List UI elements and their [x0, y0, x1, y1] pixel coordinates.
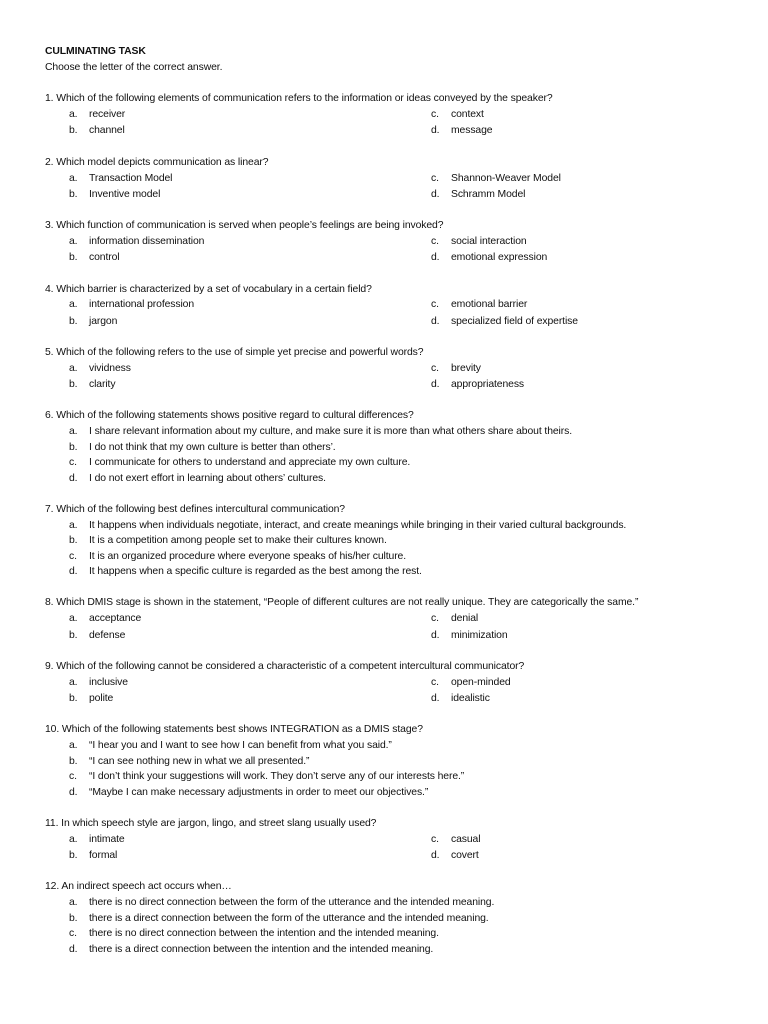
choice-letter: c. — [431, 109, 439, 121]
question-9 — [45, 659, 745, 707]
choice-letter: b. — [69, 849, 78, 861]
answer-choices — [45, 361, 745, 393]
question-list — [45, 91, 745, 957]
choice-letter: b. — [69, 125, 78, 137]
choice-text: social interaction — [451, 236, 527, 248]
choice-text: “I hear you and I want to see how I can benefit from what you said.” — [89, 740, 392, 752]
answer-choice — [407, 377, 707, 393]
choice-text: covert — [451, 849, 479, 861]
choice-letter: c. — [431, 299, 439, 311]
choice-letter: c. — [431, 613, 439, 625]
answer-choice — [407, 250, 707, 266]
choice-letter: d. — [431, 379, 440, 391]
answer-choice — [45, 691, 407, 707]
choice-letter: d. — [431, 125, 440, 137]
answer-choice — [45, 895, 745, 911]
question-text: 11. In which speech style are jargon, lingo, and street slang usually used? — [45, 817, 377, 829]
answer-choice — [407, 848, 707, 864]
choice-letter: d. — [431, 188, 440, 200]
choice-text: there is no direct connection between the intention and the intended meaning. — [89, 928, 439, 940]
choice-text: polite — [89, 693, 114, 705]
answer-choice — [45, 377, 407, 393]
answer-choice — [45, 234, 407, 250]
choice-text: inclusive — [89, 676, 128, 688]
choice-letter: c. — [431, 833, 439, 845]
choice-text: emotional barrier — [451, 299, 528, 311]
choice-letter: a. — [69, 426, 78, 438]
choice-letter: a. — [69, 519, 78, 531]
choice-letter: a. — [69, 299, 78, 311]
choice-letter: d. — [69, 943, 78, 955]
choice-letter: c. — [69, 771, 77, 783]
answer-choice — [407, 123, 707, 139]
choice-text: acceptance — [89, 613, 142, 625]
choice-letter: a. — [69, 833, 78, 845]
instructions: Choose the letter of the correct answer. — [45, 61, 223, 73]
choice-letter: a. — [69, 676, 78, 688]
answer-choice — [45, 926, 745, 942]
choice-letter: a. — [69, 613, 78, 625]
question-11 — [45, 816, 745, 864]
choice-text: jargon — [89, 315, 118, 327]
answer-choice — [45, 187, 407, 203]
answer-choice — [45, 738, 745, 754]
document-title: CULMINATING TASK — [45, 46, 146, 57]
choice-text: Shannon-Weaver Model — [451, 172, 561, 184]
choice-text: Schramm Model — [451, 188, 526, 200]
choice-text: “I don’t think your suggestions will work. They don’t serve any of our interests here.” — [89, 771, 465, 783]
question-10 — [45, 722, 745, 800]
question-text: 4. Which barrier is characterized by a set of vocabulary in a certain field? — [45, 283, 372, 295]
answer-choice — [407, 675, 707, 691]
choice-text: context — [451, 109, 484, 121]
question-text: 3. Which function of communication is served when people’s feelings are being invoked? — [45, 220, 444, 232]
choice-text: message — [451, 125, 493, 137]
answer-choices — [45, 611, 745, 643]
choice-letter: d. — [431, 693, 440, 705]
answer-choice — [407, 187, 707, 203]
choice-letter: d. — [431, 315, 440, 327]
question-text: 12. An indirect speech act occurs when… — [45, 881, 232, 893]
answer-choice — [45, 455, 745, 471]
choice-letter: a. — [69, 109, 78, 121]
question-text: 6. Which of the following statements shows positive regard to cultural differences? — [45, 410, 414, 422]
choice-text: Transaction Model — [89, 172, 173, 184]
answer-choice — [407, 691, 707, 707]
choice-letter: d. — [431, 252, 440, 264]
question-1 — [45, 91, 745, 139]
choice-text: clarity — [89, 379, 116, 391]
choice-text: international profession — [89, 299, 195, 311]
choice-text: casual — [451, 833, 481, 845]
choice-letter: c. — [431, 172, 439, 184]
question-text: 2. Which model depicts communication as linear? — [45, 156, 269, 168]
question-text: 9. Which of the following cannot be considered a characteristic of a competent intercultural communicator? — [45, 660, 525, 672]
choice-text: Inventive model — [89, 188, 161, 200]
answer-choices — [45, 107, 745, 139]
choice-text: minimization — [451, 629, 508, 641]
answer-choice — [45, 675, 407, 691]
answer-choice — [45, 123, 407, 139]
choice-letter: a. — [69, 362, 78, 374]
answer-choice — [45, 549, 745, 565]
question-3 — [45, 218, 745, 266]
answer-choice — [45, 297, 407, 313]
choice-letter: b. — [69, 629, 78, 641]
choice-text: I share relevant information about my culture, and make sure it is more than what others share about theirs. — [89, 426, 573, 438]
choice-letter: b. — [69, 912, 78, 924]
question-text: 7. Which of the following best defines intercultural communication? — [45, 503, 345, 515]
choice-text: denial — [451, 613, 479, 625]
choice-text: there is a direct connection between the intention and the intended meaning. — [89, 943, 434, 955]
choice-letter: d. — [431, 629, 440, 641]
choice-text: I do not think that my own culture is better than others’. — [89, 441, 336, 453]
choice-letter: d. — [69, 472, 78, 484]
answer-choice — [45, 471, 745, 487]
choice-letter: c. — [69, 550, 77, 562]
answer-choice — [45, 785, 745, 801]
answer-choice — [407, 297, 707, 313]
answer-choice — [45, 832, 407, 848]
choice-text: specialized field of expertise — [451, 315, 578, 327]
choice-text: brevity — [451, 362, 481, 374]
choice-letter: c. — [69, 457, 77, 469]
choice-text: “I can see nothing new in what we all presented.” — [89, 755, 310, 767]
choice-text: there is no direct connection between the form of the utterance and the intended meaning. — [89, 896, 495, 908]
answer-choice — [407, 313, 707, 329]
choice-letter: b. — [69, 755, 78, 767]
answer-choice — [45, 313, 407, 329]
answer-choice — [407, 234, 707, 250]
choice-text: control — [89, 252, 120, 264]
answer-choice — [45, 533, 745, 549]
answer-choice — [45, 848, 407, 864]
question-2 — [45, 155, 745, 203]
choice-text: vividness — [89, 362, 131, 374]
answer-choices — [45, 424, 745, 486]
worksheet-page — [45, 44, 745, 973]
choice-letter: a. — [69, 896, 78, 908]
choice-letter: b. — [69, 379, 78, 391]
choice-text: formal — [89, 849, 118, 861]
choice-letter: c. — [431, 362, 439, 374]
question-text: 10. Which of the following statements best shows INTEGRATION as a DMIS stage? — [45, 724, 423, 736]
answer-choice — [45, 769, 745, 785]
question-12 — [45, 879, 745, 957]
choice-text: It happens when individuals negotiate, interact, and create meanings while bringing in their varied cultural backgrounds. — [89, 519, 627, 531]
choice-text: It is a competition among people set to make their cultures known. — [89, 535, 387, 547]
choice-text: information dissemination — [89, 236, 205, 248]
question-7 — [45, 502, 745, 580]
answer-choice — [45, 627, 407, 643]
choice-text: emotional expression — [451, 252, 548, 264]
choice-letter: a. — [69, 172, 78, 184]
answer-choice — [45, 250, 407, 266]
choice-text: I do not exert effort in learning about others’ cultures. — [89, 472, 326, 484]
choice-letter: b. — [69, 188, 78, 200]
choice-text: receiver — [89, 109, 126, 121]
answer-choice — [45, 754, 745, 770]
answer-choice — [45, 107, 407, 123]
choice-text: defense — [89, 629, 126, 641]
answer-choice — [407, 107, 707, 123]
choice-text: intimate — [89, 833, 125, 845]
choice-text: It happens when a specific culture is regarded as the best among the rest. — [89, 566, 422, 578]
choice-letter: c. — [69, 928, 77, 940]
answer-choice — [45, 440, 745, 456]
answer-choices — [45, 675, 745, 707]
answer-choice — [407, 611, 707, 627]
answer-choices — [45, 738, 745, 800]
answer-choices — [45, 895, 745, 957]
choice-letter: b. — [69, 693, 78, 705]
choice-letter: b. — [69, 252, 78, 264]
question-5 — [45, 345, 745, 393]
choice-letter: d. — [431, 849, 440, 861]
answer-choice — [45, 942, 745, 958]
choice-text: there is a direct connection between the form of the utterance and the intended meaning. — [89, 912, 489, 924]
choice-letter: c. — [431, 676, 439, 688]
answer-choice — [407, 627, 707, 643]
answer-choice — [45, 170, 407, 186]
choice-text: open-minded — [451, 676, 511, 688]
question-text: 8. Which DMIS stage is shown in the statement, “People of different cultures are not really unique. They are categorically the same.” — [45, 597, 639, 609]
question-6 — [45, 408, 745, 486]
answer-choice — [45, 361, 407, 377]
answer-choices — [45, 234, 745, 266]
choice-letter: b. — [69, 535, 78, 547]
answer-choice — [45, 518, 745, 534]
answer-choice — [45, 424, 745, 440]
choice-text: I communicate for others to understand and appreciate my own culture. — [89, 457, 411, 469]
answer-choice — [45, 911, 745, 927]
answer-choices — [45, 170, 745, 202]
choice-letter: c. — [431, 236, 439, 248]
question-4 — [45, 282, 745, 330]
answer-choice — [407, 170, 707, 186]
choice-letter: d. — [69, 786, 78, 798]
choice-letter: d. — [69, 566, 78, 578]
question-text: 1. Which of the following elements of communication refers to the information or ideas conveyed by the speaker? — [45, 93, 553, 105]
question-8 — [45, 595, 745, 643]
choice-text: channel — [89, 125, 125, 137]
choice-letter: b. — [69, 441, 78, 453]
answer-choices — [45, 832, 745, 864]
choice-letter: a. — [69, 236, 78, 248]
choice-letter: a. — [69, 740, 78, 752]
choice-text: “Maybe I can make necessary adjustments in order to meet our objectives.” — [89, 786, 429, 798]
answer-choice — [45, 564, 745, 580]
question-text: 5. Which of the following refers to the use of simple yet precise and powerful words? — [45, 346, 424, 358]
answer-choices — [45, 518, 745, 580]
choice-text: It is an organized procedure where everyone speaks of his/her culture. — [89, 550, 407, 562]
choice-text: appropriateness — [451, 379, 525, 391]
answer-choice — [45, 611, 407, 627]
answer-choices — [45, 297, 745, 329]
choice-letter: b. — [69, 315, 78, 327]
answer-choice — [407, 361, 707, 377]
answer-choice — [407, 832, 707, 848]
choice-text: idealistic — [451, 693, 490, 705]
